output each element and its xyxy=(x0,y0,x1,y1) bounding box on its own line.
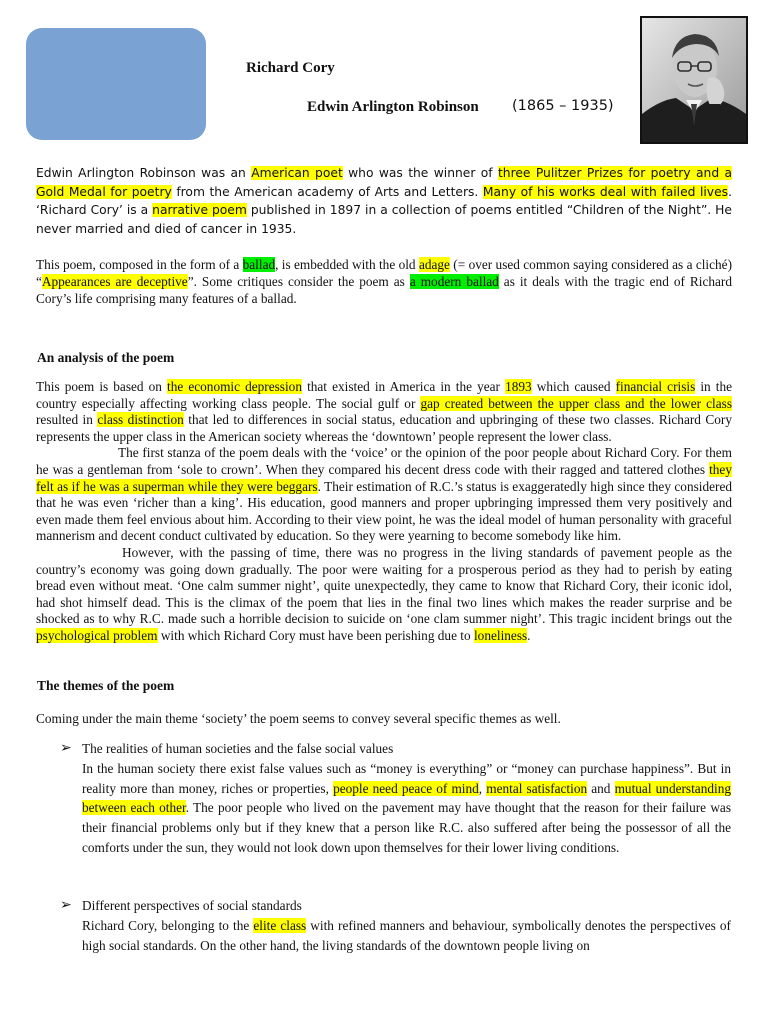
decorative-blue-box xyxy=(26,28,206,140)
highlighted-phrase: Appearances are deceptive xyxy=(41,274,188,289)
intro-paragraph xyxy=(36,164,732,238)
text-run: which caused xyxy=(531,379,616,394)
highlighted-phrase: they felt as if he was a superman while they were beggars xyxy=(36,461,732,494)
poem-title: Richard Cory xyxy=(246,60,335,76)
text-run: in the country especially affecting working class people. The social gulf or xyxy=(36,379,733,411)
bullet-arrow-icon: ➢ xyxy=(60,898,72,913)
text-run: . Their estimation of R.C.’s status is exaggeratedly high since they considered that he was even ‘richer than a king’. His education, good manners and proper upbringing impressed them very positively and even made them feel envious about him. According to their view point, he was the ideal model of human personality with graceful mannerism and decent conduct cultivated by education. So they were yearning to become somebody like him. xyxy=(36,478,732,544)
author-years: (1865 – 1935) xyxy=(512,98,614,114)
analysis-text xyxy=(36,379,732,645)
text-run: . ‘Richard Cory’ is a xyxy=(36,184,732,217)
analysis-paragraph-1 xyxy=(36,379,732,444)
poet-portrait-photo xyxy=(640,16,748,144)
themes-heading: The themes of the poem xyxy=(37,678,175,693)
text-run: , is embedded with the old xyxy=(275,257,419,272)
text-run: , xyxy=(478,780,487,796)
highlighted-phrase: three Pulitzer Prizes for poetry and a Gold Medal for poetry xyxy=(36,166,733,199)
text-run: that led to differences in social status, education and upbringing of these two classes. Richard Cory represents the upper class in the American society whereas the ‘downtown’ people represent the lower class. xyxy=(36,412,732,444)
theme-1-body xyxy=(82,759,731,858)
highlighted-phrase: class distinction xyxy=(97,412,184,428)
text-run: . xyxy=(527,627,531,643)
text-run: as it deals with the tragic end of Richard Cory’s life comprising many features of a ballad. xyxy=(36,274,732,306)
highlighted-phrase: gap created between the upper class and the lower class xyxy=(420,395,732,411)
ballad-paragraph xyxy=(36,256,732,307)
highlighted-phrase: narrative poem xyxy=(152,203,247,217)
highlighted-phrase: mutual understanding between each other xyxy=(82,780,731,816)
author-name: Edwin Arlington Robinson xyxy=(307,99,479,115)
text-run: ”. Some critiques consider the poem as xyxy=(187,274,410,289)
analysis-paragraph-2 xyxy=(36,445,732,543)
theme-1-title: The realities of human societies and the false social values xyxy=(82,741,394,756)
highlighted-phrase: financial crisis xyxy=(615,379,696,394)
highlighted-phrase: a modern ballad xyxy=(409,274,499,289)
text-run: The first stanza of the poem deals with the ‘voice’ or the opinion of the poor people about Richard Cory. For them he was a gentleman from ‘sole to crown’. When they compared his decent dress code with their ragged and tattered clothes xyxy=(36,445,732,477)
highlighted-phrase: elite class xyxy=(253,918,307,933)
text-run: with which Richard Cory must have been perishing due to xyxy=(157,627,474,643)
analysis-paragraph-3 xyxy=(36,545,732,643)
text-run: resulted in xyxy=(36,412,98,428)
text-run: Edwin Arlington Robinson was an xyxy=(36,166,252,180)
highlighted-phrase: the economic depression xyxy=(167,379,302,394)
highlighted-phrase: Many of his works deal with failed lives xyxy=(482,184,729,199)
text-run: (= over used common saying considered as a cliché) “ xyxy=(36,257,733,289)
text-run: and xyxy=(587,780,615,796)
highlighted-phrase: American poet xyxy=(251,166,343,180)
text-run: Richard Cory, belonging to the xyxy=(82,918,254,933)
highlighted-phrase: adage xyxy=(418,257,450,272)
highlighted-phrase: psychological problem xyxy=(36,627,158,643)
theme-2-body xyxy=(82,916,731,955)
text-run: This poem, composed in the form of a xyxy=(36,257,243,272)
text-run: who was the winner of xyxy=(342,166,498,180)
highlighted-phrase: 1893 xyxy=(505,379,532,394)
text-run: with refined manners and behaviour, symbolically denotes the perspectives of high social standards. On the other hand, the living standards of the downtown people living on xyxy=(82,918,731,953)
highlighted-phrase: mental satisfaction xyxy=(486,780,588,796)
text-run: In the human society there exist false values such as “money is everything” or “money can purchase happiness”. But in reality more than money, riches or properties, xyxy=(82,761,731,796)
text-run: . The poor people who lived on the pavement may have thought that the reason for their failure was their financial problems only but if they knew that a person like R.C. also suffered after being the possessor of all the comforts under the sun, they would not look down upon themselves for their lower living conditions. xyxy=(82,800,731,855)
text-run: This poem is based on xyxy=(36,379,168,394)
analysis-heading: An analysis of the poem xyxy=(37,350,175,365)
theme-2-title: Different perspectives of social standards xyxy=(82,898,302,913)
bullet-arrow-icon: ➢ xyxy=(60,741,72,756)
highlighted-phrase: ballad xyxy=(242,257,276,272)
text-run: from the American academy of Arts and Letters. xyxy=(171,184,483,199)
highlighted-phrase: people need peace of mind xyxy=(333,780,479,796)
highlighted-phrase: loneliness xyxy=(473,627,528,643)
text-run: published in 1897 in a collection of poems entitled “Children of the Night”. He never married and died of cancer in 1935. xyxy=(36,203,732,236)
themes-intro: Coming under the main theme ‘society’ the poem seems to convey several specific themes as well. xyxy=(36,711,561,726)
text-run: that existed in America in the year xyxy=(301,379,506,394)
text-run: However, with the passing of time, there was no progress in the living standards of pavement people as the country’s economy was going down gradually. The poor were waiting for a prosperous period as they had to perish by eating bread even without meat. ‘One calm summer night’, quite unexpectedly, they came to know that Richard Cory, their iconic idol, had shot himself dead. This is the climax of the poem that lies in the final two lines which makes the reader surprise and be shocked as to why R.C. made such a horrible decision to suicide on ‘one clam summer night’. This tragic incident brings out the xyxy=(36,544,732,627)
